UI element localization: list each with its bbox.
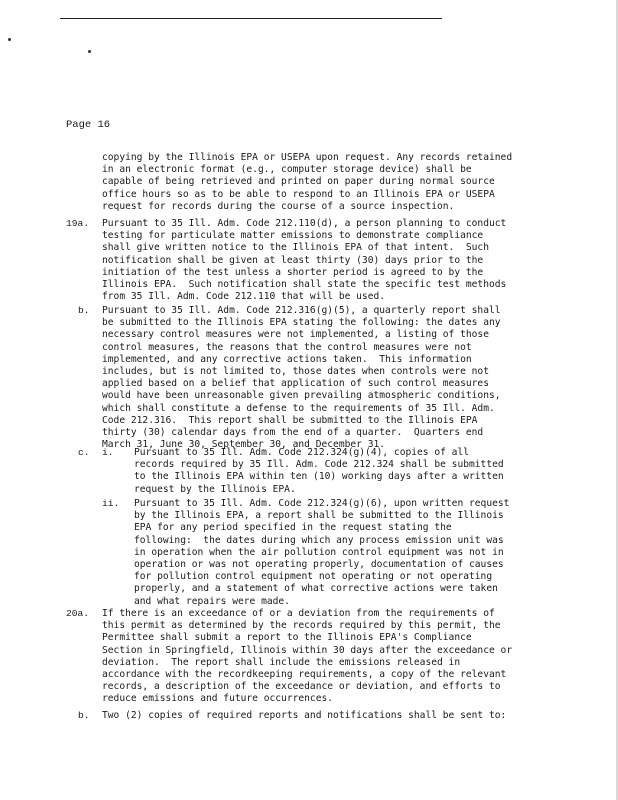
condition-19c-ii-text: Pursuant to 35 Ill. Adm. Code 212.324(g)(6), upon written request by the Illinois EPA, a report shall be submitted to the Illinois EPA for any period specified in the request stating the following: the dates during which any process emission unit was in operation when the air pollution control equipment was not in operation or was not operating properly, documentation of causes for pollution control equipment not operating or not operating properly, and a statement of what corrective actions were taken and what repairs were made.	[134, 498, 510, 607]
condition-19a-text: Pursuant to 35 Ill. Adm. Code 212.110(d), a person planning to conduct testing for particulate matter emissions to demonstrate compliance shall give written notice to the Illinois EPA of that intent. Such notification shall be given at least thirty (30) days prior to the initiation of the test unless a shorter period is agreed to by the Illinois EPA. Such notification shall state the specific test methods from 35 Ill. Adm. Code 212.110 that will be used.	[102, 218, 507, 303]
condition-19b-text: Pursuant to 35 Ill. Adm. Code 212.316(g)(5), a quarterly report shall be submitted to the Illinois EPA stating the following: the dates any necessary control measures were not implemented, a listing of those control measures, the reasons that the control measures were not implemented, and any corrective actions taken. This information includes, but is not limited to, those dates when controls were not applied based on a belief that application of such control measures would have been unreasonable given prevailing atmospheric conditions, which shall constitute a defense to the requirements of 35 Ill. Adm. Code 212.316. This report shall be submitted to the Illinois EPA thirty (30) calendar days from the end of a quarter. Quarters end March 31, June 30, September 30, and December 31.	[102, 305, 501, 451]
condition-20b-text: Two (2) copies of required reports and notifications shall be sent to:	[102, 710, 507, 721]
condition-19c-i-text: Pursuant to 35 Ill. Adm. Code 212.324(g)(4), copies of all records required by 35 Ill. Adm. Code 212.324 shall be submitted to the Illinois EPA within ten (10) working days after a written request by the Illinois EPA.	[134, 447, 504, 495]
condition-label-19b: b.	[78, 305, 90, 316]
sub-label-i: i.	[102, 447, 114, 458]
continuation-paragraph: copying by the Illinois EPA or USEPA upon request. Any records retained in an electronic format (e.g., computer storage device) shall be capable of being retrieved and printed on paper during normal source office hours so as to be able to respond to an Illinois EPA or USEPA request for records during the course of a source inspection.	[102, 152, 513, 212]
page-number: Page 16	[66, 119, 111, 131]
condition-label-19c: c.	[78, 447, 90, 458]
condition-label-20b: b.	[78, 710, 90, 721]
sub-label-ii: ii.	[102, 498, 120, 509]
scan-speck	[88, 50, 91, 53]
scan-speck	[8, 38, 11, 41]
condition-label-19a: 19a.	[66, 218, 90, 229]
condition-label-20a: 20a.	[66, 608, 90, 619]
condition-20a-text: If there is an exceedance of or a deviation from the requirements of this permit as determined by the records required by this permit, the Permittee shall submit a report to the Illinois EPA's Compliance Section in Springfield, Illinois within 30 days after the exceedance or deviation. The report shall include the emissions released in accordance with the recordkeeping requirements, a copy of the relevant records, a description of the exceedance or deviation, and efforts to reduce emissions and future occurrences.	[102, 608, 513, 705]
top-rule	[60, 18, 442, 19]
